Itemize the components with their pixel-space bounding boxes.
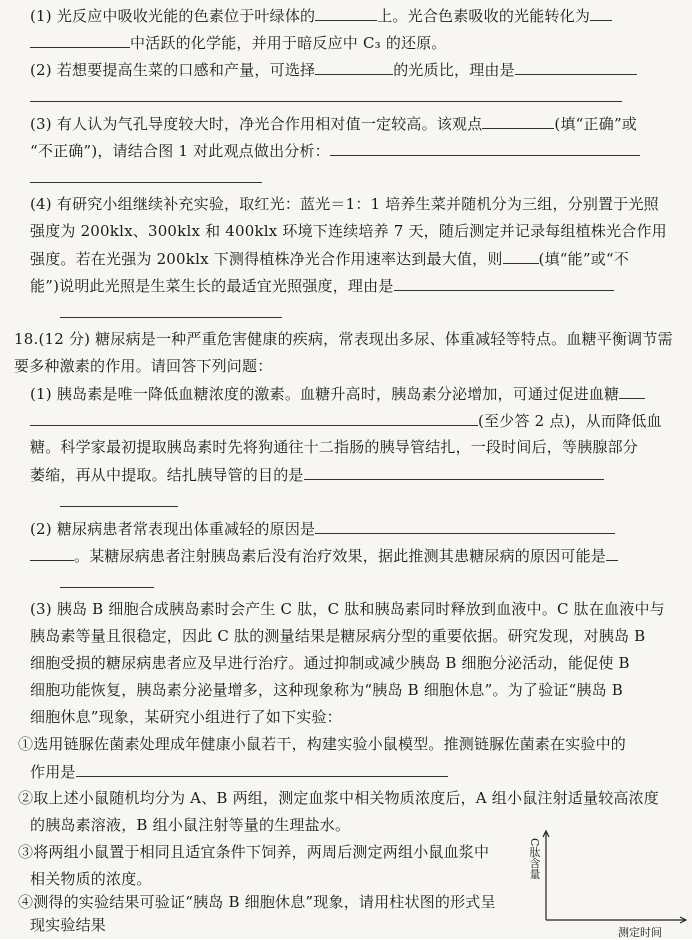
text: (2) 若想要提高生菜的口感和产量，可选择 — [30, 61, 316, 79]
text: (至少答 2 点)，从而降低血 — [478, 412, 662, 430]
q18-s2-line1 — [18, 789, 659, 807]
text: 糖。科学家最初提取胰岛素时先将狗通往十二指肠的胰导管结扎，一段时间后，等胰腺部分 — [30, 438, 639, 456]
q17-p3-line3 — [30, 168, 262, 187]
answer-blank[interactable] — [60, 492, 178, 507]
q17-p4-line3 — [30, 249, 629, 268]
text: 细胞功能恢复，胰岛素分泌量增多，这种现象称为“胰岛 B 细胞休息”。为了验证“胰岛 B — [30, 681, 623, 699]
answer-blank[interactable] — [606, 546, 618, 561]
answer-blank[interactable] — [30, 33, 130, 48]
answer-blank[interactable] — [60, 303, 282, 318]
text: 能”)说明此光照是生菜生长的最适宜光照强度，理由是 — [30, 277, 394, 295]
q18-s3-line1 — [18, 843, 489, 861]
answer-blank[interactable] — [30, 546, 74, 561]
text: 强度为 200klx、300klx 和 400klx 环境下连续培养 7 天，随后测定并记录每组植株光合作用 — [30, 222, 667, 240]
text: ④测得的实验结果可验证“胰岛 B 细胞休息”现象，请用柱状图的形式呈 — [18, 893, 496, 911]
text: 要多种激素的作用。请回答下列问题： — [14, 357, 273, 375]
answer-blank[interactable] — [76, 762, 448, 777]
text: 强度。若在光强为 200klx 下测得植株净光合作用速率达到最大值，则 — [30, 250, 503, 268]
text: (1) 胰岛素是唯一降低血糖浓度的激素。血糖升高时，胰岛素分泌增加，可通过促进血糖 — [30, 385, 620, 403]
text: “不正确”)，请结合图 1 对此观点做出分析： — [30, 142, 330, 160]
text: ②取上述小鼠随机均分为 A、B 两组，测定血浆中相关物质浓度后，A 组小鼠注射适量较高浓度 — [18, 789, 659, 807]
answer-blank[interactable] — [304, 465, 604, 480]
text: 上。光合色素吸收的光能转化为 — [377, 7, 591, 25]
q18-p1-line5 — [60, 492, 178, 511]
q17-p4-line5 — [60, 303, 282, 322]
answer-chart-axes[interactable] — [540, 828, 690, 924]
answer-blank[interactable] — [515, 60, 637, 75]
q18-p1-line1 — [30, 384, 645, 403]
text: (填“能”或“不 — [538, 250, 629, 268]
q18-s1-line1 — [18, 735, 626, 753]
answer-blank[interactable] — [315, 60, 393, 75]
q18-p2-line3 — [60, 573, 154, 592]
answer-blank[interactable] — [590, 6, 612, 21]
answer-blank[interactable] — [60, 573, 154, 588]
text: 。某糖尿病患者注射胰岛素后没有治疗效果，据此推测其患糖尿病的原因可能是 — [74, 547, 607, 565]
text: 现实验结果 — [30, 916, 107, 934]
q18-p3-line2 — [30, 627, 645, 645]
q18-p3-line1 — [30, 600, 665, 618]
q18-p2-line2 — [30, 546, 618, 565]
answer-blank[interactable] — [315, 519, 615, 534]
text: (3) 有人认为气孔导度较大时，净光合作用相对值一定较高。该观点 — [30, 115, 483, 133]
answer-blank[interactable] — [30, 87, 622, 102]
answer-blank[interactable] — [503, 249, 539, 264]
q18-s3-line2 — [30, 870, 152, 888]
q18-s1-line2 — [30, 762, 448, 781]
text: 18.(12 分) 糖尿病是一种严重危害健康的疾病，常表现出多尿、体重减轻等特点。血糖平衡调节需 — [14, 330, 673, 348]
answer-blank[interactable] — [394, 276, 614, 291]
answer-blank[interactable] — [30, 411, 478, 426]
q18-head-line1 — [14, 330, 673, 348]
q18-s4-line2 — [30, 916, 106, 934]
q18-p2-line1 — [30, 519, 615, 538]
q17-p1-line1 — [30, 6, 612, 25]
answer-blank[interactable] — [619, 384, 645, 399]
answer-blank[interactable] — [315, 6, 377, 21]
q18-p3-line3 — [30, 654, 630, 672]
text: (2) 糖尿病患者常表现出体重减轻的原因是 — [30, 520, 316, 538]
text: 的胰岛素溶液，B 组小鼠注射等量的生理盐水。 — [30, 816, 351, 834]
text: 作用是 — [30, 763, 76, 781]
q17-p2-line1 — [30, 60, 637, 79]
text: 胰岛素等量且很稳定，因此 C 肽的测量结果是糖尿病分型的重要依据。研究发现，对胰岛 B — [30, 627, 646, 645]
text: (4) 有研究小组继续补充实验，取红光：蓝光＝1：1 培养生菜并随机分为三组，分别置于光照 — [30, 195, 659, 213]
q17-p2-line2 — [30, 87, 622, 106]
q18-s4-line1 — [18, 893, 496, 911]
text: ③将两组小鼠置于相同且适宜条件下饲养，两周后测定两组小鼠血浆中 — [18, 843, 490, 861]
x-axis-label: 测定时间 — [618, 926, 662, 939]
y-axis-label: C肽含量 — [528, 838, 541, 880]
q17-p4-line2 — [30, 222, 667, 240]
text: (1) 光反应中吸收光能的色素位于叶绿体的 — [30, 7, 316, 25]
text: 细胞受损的糖尿病患者应及早进行治疗。通过抑制或减少胰岛 B 细胞分泌活动，能促使 B — [30, 654, 630, 672]
text: 的光质比，理由是 — [393, 61, 515, 79]
answer-blank[interactable] — [30, 168, 262, 183]
text: ①选用链脲佐菌素处理成年健康小鼠若干，构建实验小鼠模型。推测链脲佐菌素在实验中的 — [18, 735, 627, 753]
q17-p4-line1 — [30, 195, 659, 213]
q18-head-line2 — [14, 357, 272, 375]
text: (3) 胰岛 B 细胞合成胰岛素时会产生 C 肽，C 肽和胰岛素同时释放到血液中。C 肽在血液中与 — [30, 600, 665, 618]
text: 中活跃的化学能，并用于暗反应中 C₃ 的还原。 — [130, 34, 447, 52]
text: 萎缩，再从中提取。结扎胰导管的目的是 — [30, 466, 304, 484]
answer-blank[interactable] — [330, 141, 640, 156]
q17-p1-line2 — [30, 33, 447, 52]
q18-p1-line2 — [30, 411, 662, 430]
q18-p1-line3 — [30, 438, 638, 456]
q18-s2-line2 — [30, 816, 350, 834]
q18-p3-line5 — [30, 708, 342, 726]
q17-p3-line1 — [30, 114, 637, 133]
q17-p4-line4 — [30, 276, 614, 295]
q17-p3-line2 — [30, 141, 640, 160]
q18-p3-line4 — [30, 681, 623, 699]
text: 相关物质的浓度。 — [30, 870, 152, 888]
answer-blank[interactable] — [482, 114, 554, 129]
q18-p1-line4 — [30, 465, 604, 484]
text: 细胞休息”现象，某研究小组进行了如下实验： — [30, 708, 342, 726]
text: (填“正确”或 — [554, 115, 638, 133]
